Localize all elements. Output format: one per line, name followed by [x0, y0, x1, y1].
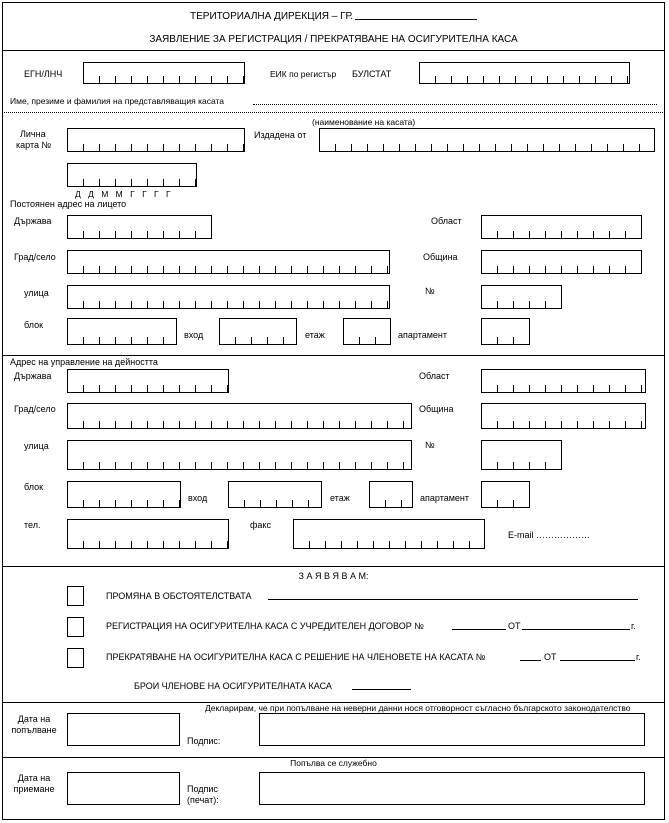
- change-checkbox[interactable]: [67, 586, 84, 606]
- accept-date-label-1: Дата на: [17, 773, 51, 783]
- fund-name-hint: (наименование на касата): [312, 117, 416, 127]
- fill-date-label-2: попълване: [11, 725, 57, 735]
- perm-city-label: Град/село: [14, 252, 56, 262]
- biz-number-field[interactable]: [481, 440, 562, 470]
- biz-region-label: Област: [419, 371, 450, 381]
- official-signature-field[interactable]: [259, 772, 645, 805]
- biz-region-field[interactable]: [481, 369, 646, 393]
- terminate-decision-number-field[interactable]: [520, 660, 541, 661]
- issue-date-field[interactable]: [67, 163, 197, 187]
- terminate-checkbox[interactable]: [67, 648, 84, 668]
- perm-block-field[interactable]: [67, 318, 177, 345]
- biz-street-label: улица: [24, 441, 49, 451]
- issued-by-label: Издадена от: [254, 130, 307, 140]
- biz-floor-field[interactable]: [369, 481, 413, 508]
- biz-number-label: №: [425, 440, 435, 450]
- perm-floor-label: етаж: [305, 330, 325, 340]
- perm-number-field[interactable]: [481, 285, 562, 309]
- biz-municipality-label: Община: [419, 404, 454, 414]
- bulstat-label: БУЛСТАТ: [352, 69, 392, 79]
- perm-city-field[interactable]: [67, 250, 390, 274]
- option-change-label: ПРОМЯНА В ОБСТОЯТЕЛСТВАТА: [106, 591, 252, 601]
- perm-block-label: блок: [24, 320, 44, 330]
- perm-street-field[interactable]: [67, 285, 390, 309]
- change-details-field[interactable]: [268, 599, 638, 600]
- issued-by-field[interactable]: [319, 128, 655, 152]
- biz-apartment-label: апартамент: [420, 493, 470, 503]
- register-year-suffix: г.: [631, 621, 636, 631]
- official-signature-label-1: Подпис: [187, 784, 218, 794]
- official-title: Попълва се служебно: [290, 758, 377, 768]
- perm-apartment-field[interactable]: [481, 318, 530, 345]
- egn-field[interactable]: [83, 62, 245, 84]
- biz-phone-field[interactable]: [67, 519, 229, 549]
- biz-entrance-label: вход: [188, 493, 208, 503]
- biz-block-label: блок: [24, 482, 44, 492]
- fill-date-field[interactable]: [67, 713, 180, 746]
- business-address-title: Адрес на управление на дейността: [10, 357, 158, 367]
- perm-municipality-label: Община: [423, 252, 458, 262]
- biz-city-field[interactable]: [67, 403, 412, 429]
- signature-label: Подпис:: [187, 736, 221, 746]
- perm-apartment-label: апартамент: [398, 330, 448, 340]
- id-card-number-field[interactable]: [67, 128, 245, 152]
- biz-fax-field[interactable]: [293, 519, 485, 549]
- perm-country-label: Държава: [14, 216, 52, 226]
- representative-name-label: Име, презиме и фамилия на представляващия касата: [10, 96, 225, 106]
- signature-field[interactable]: [259, 713, 645, 746]
- bulstat-field[interactable]: [419, 62, 630, 84]
- biz-street-field[interactable]: [67, 440, 412, 470]
- divider: [2, 355, 665, 356]
- representative-name-field[interactable]: [253, 104, 657, 105]
- permanent-address-title: Постоянен адрес на лицето: [10, 199, 127, 209]
- register-contract-number-field[interactable]: [452, 629, 506, 630]
- accept-date-field[interactable]: [67, 772, 180, 805]
- perm-country-field[interactable]: [67, 215, 212, 239]
- liability-statement: Декларирам, че при попълване на неверни данни нося отговорност съгласно българското законодателство: [205, 703, 631, 713]
- biz-phone-label: тел.: [24, 520, 41, 530]
- divider: [2, 50, 665, 51]
- terminate-date-field[interactable]: [560, 660, 635, 661]
- perm-municipality-field[interactable]: [481, 250, 642, 274]
- perm-entrance-label: вход: [184, 330, 204, 340]
- perm-region-label: Област: [431, 216, 462, 226]
- biz-city-label: Град/село: [14, 404, 56, 414]
- date-format-hint: Д Д М М Г Г Г Г: [75, 189, 172, 199]
- biz-country-field[interactable]: [67, 369, 229, 393]
- members-count-label: БРОИ ЧЛЕНОВЕ НА ОСИГУРИТЕЛНАТА КАСА: [134, 681, 332, 691]
- register-date-field[interactable]: [522, 629, 630, 630]
- terminate-year-suffix: г.: [636, 652, 641, 662]
- perm-number-label: №: [425, 286, 435, 296]
- accept-date-label-2: приемане: [13, 784, 55, 794]
- id-card-label-1: Лична: [20, 129, 46, 139]
- directorate-label: ТЕРИТОРИАЛНА ДИРЕКЦИЯ – ГР.: [190, 11, 354, 22]
- directorate-city-field[interactable]: [355, 19, 477, 20]
- perm-region-field[interactable]: [481, 215, 642, 239]
- members-count-field[interactable]: [352, 689, 411, 690]
- biz-country-label: Държава: [14, 371, 52, 381]
- official-signature-label-2: (печат):: [187, 795, 219, 805]
- divider: [2, 566, 665, 567]
- biz-apartment-field[interactable]: [481, 481, 530, 508]
- biz-floor-label: етаж: [330, 493, 350, 503]
- form-title: ЗАЯВЛЕНИЕ ЗА РЕГИСТРАЦИЯ / ПРЕКРАТЯВАНЕ НА ОСИГУРИТЕЛНА КАСА: [149, 34, 518, 45]
- declare-title: З А Я В Я В А М:: [298, 571, 369, 581]
- id-card-label-2: карта №: [16, 140, 52, 150]
- option-register-label: РЕГИСТРАЦИЯ НА ОСИГУРИТЕЛНА КАСА С УЧРЕДИТЕЛЕН ДОГОВОР №: [106, 621, 424, 631]
- perm-entrance-field[interactable]: [219, 318, 297, 345]
- register-checkbox[interactable]: [67, 617, 84, 637]
- egn-label: ЕГН/ЛНЧ: [24, 69, 63, 79]
- eik-label: ЕИК по регистър: [270, 69, 337, 79]
- fill-date-label-1: Дата на: [17, 714, 51, 724]
- biz-entrance-field[interactable]: [228, 481, 322, 508]
- dotted-divider: [2, 112, 665, 113]
- biz-fax-label: факс: [250, 520, 271, 530]
- perm-street-label: улица: [24, 288, 49, 298]
- perm-floor-field[interactable]: [343, 318, 391, 345]
- biz-block-field[interactable]: [67, 481, 181, 508]
- biz-municipality-field[interactable]: [481, 403, 646, 429]
- option-terminate-label: ПРЕКРАТЯВАНЕ НА ОСИГУРИТЕЛНА КАСА С РЕШЕНИЕ НА ЧЛЕНОВЕТЕ НА КАСАТА №: [106, 652, 486, 662]
- terminate-from-label: ОТ: [544, 652, 557, 662]
- register-from-label: ОТ: [508, 621, 521, 631]
- biz-email-label: E-mail ………………: [508, 530, 591, 540]
